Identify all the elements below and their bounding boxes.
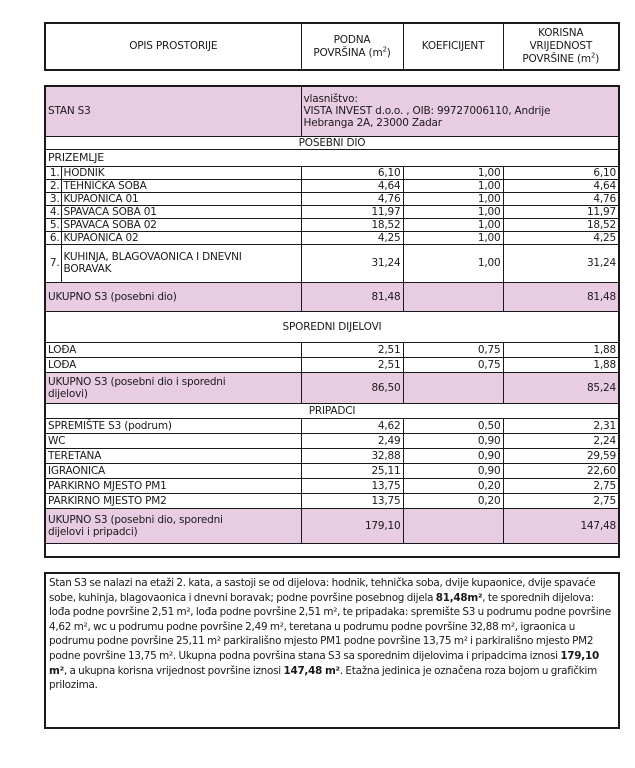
ownership-cell: vlasništvo: VISTA INVEST d.o.o. , OIB: 99727006110, Andrije Hebranga 2A, 23000 Zadar — [301, 86, 619, 136]
total-posebni-row: UKUPNO S3 (posebni dio) 81,48 81,48 — [45, 282, 619, 311]
header-useful-area: KORISNA VRIJEDNOST POVRŠINE $(m^2)$ — [503, 23, 619, 70]
pripadak-row: IGRAONICA 25,11 0,90 22,60 — [45, 463, 619, 478]
room-row: 6. KUPAONICA 02 4,25 1,00 4,25 — [45, 231, 619, 244]
sporedni-row: LOĐA 2,51 0,75 1,88 — [45, 342, 619, 357]
pripadak-row: PARKIRNO MJESTO PM1 13,75 0,20 2,75 — [45, 478, 619, 493]
room-row: 2. TEHNIČKA SOBA 4,64 1,00 4,64 — [45, 179, 619, 192]
section-posebni-dio: POSEBNI DIO — [45, 136, 619, 149]
total-sporedni-row: UKUPNO S3 (posebni dio i sporedni dijelovi) 86,50 85,24 — [45, 372, 619, 403]
pripadak-row: TERETANA 32,88 0,90 29,59 — [45, 448, 619, 463]
pripadak-row: PARKIRNO MJESTO PM2 13,75 0,20 2,75 — [45, 493, 619, 508]
header-coefficient: KOEFICIJENT — [403, 23, 503, 70]
pripadak-row: SPREMIŠTE S3 (podrum) 4,62 0,50 2,31 — [45, 418, 619, 433]
section-floor: PRIZEMLJE — [45, 149, 619, 166]
total-all-row: UKUPNO S3 (posebni dio, sporedni dijelovi i pripadci) 179,10 147,48 — [45, 508, 619, 543]
room-row: 1. HODNIK 6,10 1,00 6,10 — [45, 166, 619, 179]
pripadak-row: WC 2,49 0,90 2,24 — [45, 433, 619, 448]
room-row: 7. KUHINJA, BLAGOVAONICA I DNEVNI BORAVAK 31,24 1,00 31,24 — [45, 244, 619, 282]
area-table — [44, 85, 620, 558]
blank-row — [45, 543, 619, 557]
room-row: 5. SPAVAĆA SOBA 02 18,52 1,00 18,52 — [45, 218, 619, 231]
section-pripadci: PRIPADCI — [45, 403, 619, 418]
sporedni-row: LOĐA 2,51 0,75 1,88 — [45, 357, 619, 372]
unit-description: Stan S3 se nalazi na etaži 2. kata, a sastoji se od dijelova: hodnik, tehnička soba, dvije kupaonice, dvije spavaće sobe, kuhinja, blagovaonica i dnevni boravak; podne površine posebnog dijela 81,48m², te sporednih dijelova: lođa podne površine 2,51 m², lođa podne površine 2,51 m², te pripadaka: spremište S3 u podrumu podne površine 4,62 m², wc u podrumu podne površine 2,49 m², teretana u podrumu podne površine 32,88 m², igraonica u podrumu podne površine 25,11 m² parkirališno mjesto PM1 podne površine 13,75 m² i parkirališno mjesto PM2 podne površine 13,75 m². Ukupna podna površina stana S3 sa sporednim dijelovima i pripadcima iznosi 179,10 m², a ukupna korisna vrijednost površine iznosi 147,48 m². Etažna jedinica je označena roza bojom u grafičkim prilozima. — [44, 572, 620, 729]
unit-row — [45, 86, 619, 136]
column-header-table — [44, 22, 620, 71]
header-description: OPIS PROSTORIJE — [45, 23, 301, 70]
section-sporedni: SPOREDNI DIJELOVI — [45, 311, 619, 342]
header-floor-area: PODNA POVRŠINA $(m^2)$ — [301, 23, 403, 70]
room-row: 4. SPAVAĆA SOBA 01 11,97 1,00 11,97 — [45, 205, 619, 218]
unit-name: STAN S3 — [45, 86, 301, 136]
room-row: 3. KUPAONICA 01 4,76 1,00 4,76 — [45, 192, 619, 205]
